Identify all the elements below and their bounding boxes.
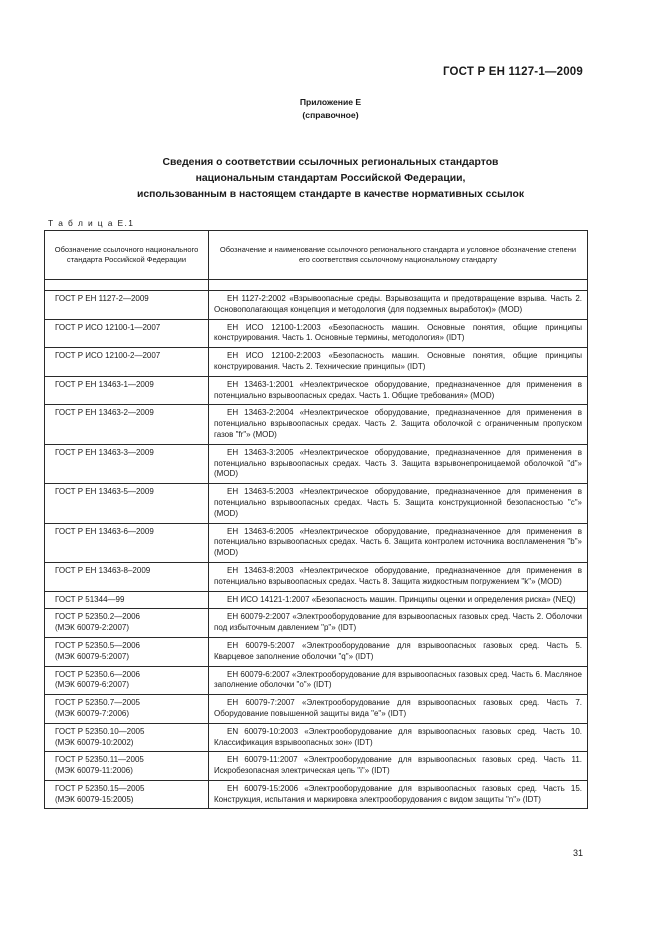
page-number: 31 [572, 848, 583, 858]
iec-standard-code: (МЭК 60079-2:2007) [55, 623, 130, 633]
national-standard-cell [45, 348, 209, 377]
iec-standard-code: (МЭК 60079-5:2007) [55, 651, 130, 661]
regional-standard-cell: ЕН 13463-2:2004 «Неэлектрическое оборудование, предназначенное для применения в потенциально взрывоопасных средах. Часть 2. Защита оболочкой с ограниченным пропуском газов "fr"» (MOD) [209, 405, 588, 444]
national-standard-cell [45, 637, 209, 666]
national-standard-code: ГОСТ Р ИСО 12100-1—2007 [55, 322, 161, 332]
title-line-2: национальным стандартам Российской Федерации, [195, 173, 466, 184]
national-standard-code: ГОСТ Р 52350.10—2005 [55, 726, 145, 736]
regional-standard-cell: ЕН ИСО 12100-2:2003 «Безопасность машин. Основные понятия, общие принципы конструирования. Часть 2. Технические принципы» (IDT) [209, 348, 588, 377]
table-row [45, 523, 588, 562]
table-row [45, 376, 588, 405]
regional-standard-cell: ЕН 60079-5:2007 «Электрооборудование для взрывоопасных газовых сред. Часть 5. Кварцевое заполнение оболочки "q"» (IDT) [209, 637, 588, 666]
national-standard-cell [45, 780, 209, 809]
national-standard-code: ГОСТ Р 52350.11—2005 [55, 755, 144, 765]
table-row [45, 666, 588, 695]
regional-standard-cell: ЕН 60079-15:2006 «Электрооборудование для взрывоопасных газовых сред. Часть 15. Конструкция, испытания и маркировка электрооборудования с видом защиты "n"» (IDT) [209, 780, 588, 809]
table-row [45, 484, 588, 523]
national-standard-code: ГОСТ Р ЕН 13463-8–2009 [55, 565, 151, 575]
national-standard-code: ГОСТ Р ЕН 13463-2—2009 [55, 408, 154, 418]
national-standard-cell [45, 444, 209, 483]
national-standard-code: ГОСТ Р ЕН 13463-1—2009 [55, 379, 154, 389]
iec-standard-code: (МЭК 60079-11:2006) [55, 766, 133, 776]
iec-standard-code: (МЭК 60079-15:2005) [55, 794, 134, 804]
national-standard-code: ГОСТ Р 52350.5—2006 [55, 640, 140, 650]
column-header-regional: Обозначение и наименование ссылочного регионального стандарта и условное обозначение степени его соответствия ссылочному национальному стандарту [209, 231, 588, 280]
table-label: Т а б л и ц а Е.1 [48, 218, 135, 228]
table-row [45, 780, 588, 809]
regional-standard-cell: ЕН 60079-7:2007 «Электрооборудование для взрывоопасных газовых сред. Часть 7. Оборудование повышенной защиты вида "e"» (IDT) [209, 695, 588, 724]
table-row [45, 723, 588, 752]
national-standard-cell [45, 695, 209, 724]
section-title [0, 155, 661, 203]
iec-standard-code: (МЭК 60079-10:2002) [55, 737, 134, 747]
national-standard-cell [45, 405, 209, 444]
regional-standard-cell: ЕН 60079-2:2007 «Электрооборудование для взрывоопасных газовых сред. Часть 2. Оболочки под избыточным давлением "p"» (IDT) [209, 609, 588, 638]
national-standard-code: ГОСТ Р 52350.15—2005 [55, 783, 145, 793]
national-standard-code: ГОСТ Р ЕН 13463-5—2009 [55, 487, 154, 497]
table-body [45, 280, 588, 809]
table-spacer-row [45, 280, 588, 291]
regional-standard-cell: ЕН 13463-8:2003 «Неэлектрическое оборудование, предназначенное для применения в потенциально взрывоопасных средах. Часть 8. Защита жидкостным погружением "k"» (MOD) [209, 562, 588, 591]
annex-name: Приложение Е [299, 97, 362, 107]
national-standard-code: ГОСТ Р ЕН 1127-2—2009 [55, 294, 149, 303]
national-standard-cell [45, 609, 209, 638]
regional-standard-cell: EN 60079-10:2003 «Электрооборудование для взрывоопасных газовых сред. Часть 10. Классификация взрывоопасных зон» (IDT) [209, 723, 588, 752]
regional-standard-cell: ЕН 13463-5:2003 «Неэлектрическое оборудование, предназначенное для применения в потенциально взрывоопасных средах. Часть 5. Защита конструкционной безопасностью "c"» (MOD) [209, 484, 588, 523]
table-row [45, 637, 588, 666]
regional-standard-cell: ЕН 13463-3:2005 «Неэлектрическое оборудование, предназначенное для применения в потенциально взрывоопасных средах. Часть 3. Защита взрывонепроницаемой оболочкой "d"» (MOD) [209, 444, 588, 483]
title-line-3: использованным в настоящем стандарте в качестве нормативных ссылок [136, 189, 525, 200]
table-row [45, 444, 588, 483]
regional-standard-cell: ЕН ИСО 14121-1:2007 «Безопасность машин. Принципы оценки и определения риска» (NEQ) [209, 591, 588, 609]
national-standard-cell [45, 723, 209, 752]
regional-standard-cell: ЕН 60079-6:2007 «Электрооборудование для взрывоопасных газовых сред. Часть 6. Масляное заполнение оболочки "o"» (IDT) [209, 666, 588, 695]
regional-standard-cell: ЕН 60079-11:2007 «Электрооборудование для взрывоопасных газовых сред. Часть 11. Искробезопасная электрическая цепь "i"» (IDT) [209, 752, 588, 781]
national-standard-code: ГОСТ Р 52350.6—2006 [55, 669, 140, 679]
regional-standard-cell: ЕН 1127-2:2002 «Взрывоопасные среды. Взрывозащита и предотвращение взрыва. Часть 2. Основополагающая концепция и методология (для подземных выработок)» (MOD) [209, 291, 588, 320]
regional-standard-cell: ЕН ИСО 12100-1:2003 «Безопасность машин. Основные понятия, общие принципы конструирования. Часть 1. Основные термины, методология» (IDT) [209, 319, 588, 348]
table-row [45, 319, 588, 348]
regional-standard-cell: ЕН 13463-6:2005 «Неэлектрическое оборудование, предназначенное для применения в потенциально взрывоопасных средах. Часть 6. Защита контролем источника воспламенения "b"» (MOD) [209, 523, 588, 562]
national-standard-cell [45, 666, 209, 695]
table-header-row [45, 231, 588, 280]
table-row [45, 752, 588, 781]
national-standard-code: ГОСТ Р ЕН 13463-6—2009 [55, 526, 154, 536]
national-standard-cell [45, 484, 209, 523]
national-standard-cell [45, 319, 209, 348]
table-row [45, 591, 588, 609]
national-standard-cell [45, 562, 209, 591]
document-code: ГОСТ Р ЕН 1127-1—2009 [442, 66, 583, 78]
national-standard-code: ГОСТ Р ЕН 13463-3—2009 [55, 447, 154, 457]
iec-standard-code: (МЭК 60079-7:2006) [55, 708, 130, 718]
annex-heading [0, 96, 661, 122]
annex-kind: (справочное) [302, 110, 359, 120]
table-row [45, 609, 588, 638]
spacer-cell [45, 280, 209, 291]
title-line-1: Сведения о соответствии ссылочных региональных стандартов [162, 157, 499, 168]
table-row [45, 291, 588, 320]
national-standard-code: ГОСТ Р 52350.2—2006 [55, 612, 140, 622]
table-row [45, 695, 588, 724]
reference-table [44, 230, 588, 809]
national-standard-cell [45, 591, 209, 609]
national-standard-code: ГОСТ Р 51344—99 [55, 594, 125, 604]
national-standard-code: ГОСТ Р ИСО 12100-2—2007 [55, 351, 161, 361]
national-standard-code: ГОСТ Р 52350.7—2005 [55, 698, 140, 708]
iec-standard-code: (МЭК 60079-6:2007) [55, 680, 130, 690]
table-row [45, 562, 588, 591]
table-row [45, 348, 588, 377]
national-standard-cell [45, 376, 209, 405]
regional-standard-cell: ЕН 13463-1:2001 «Неэлектрическое оборудование, предназначенное для применения в потенциально взрывоопасных средах. Часть 1. Общие требования» (MOD) [209, 376, 588, 405]
column-header-national: Обозначение ссылочного национального стандарта Российской Федерации [45, 231, 209, 280]
national-standard-cell [45, 291, 209, 320]
national-standard-cell [45, 523, 209, 562]
national-standard-cell [45, 752, 209, 781]
spacer-cell [209, 280, 588, 291]
table-row [45, 405, 588, 444]
